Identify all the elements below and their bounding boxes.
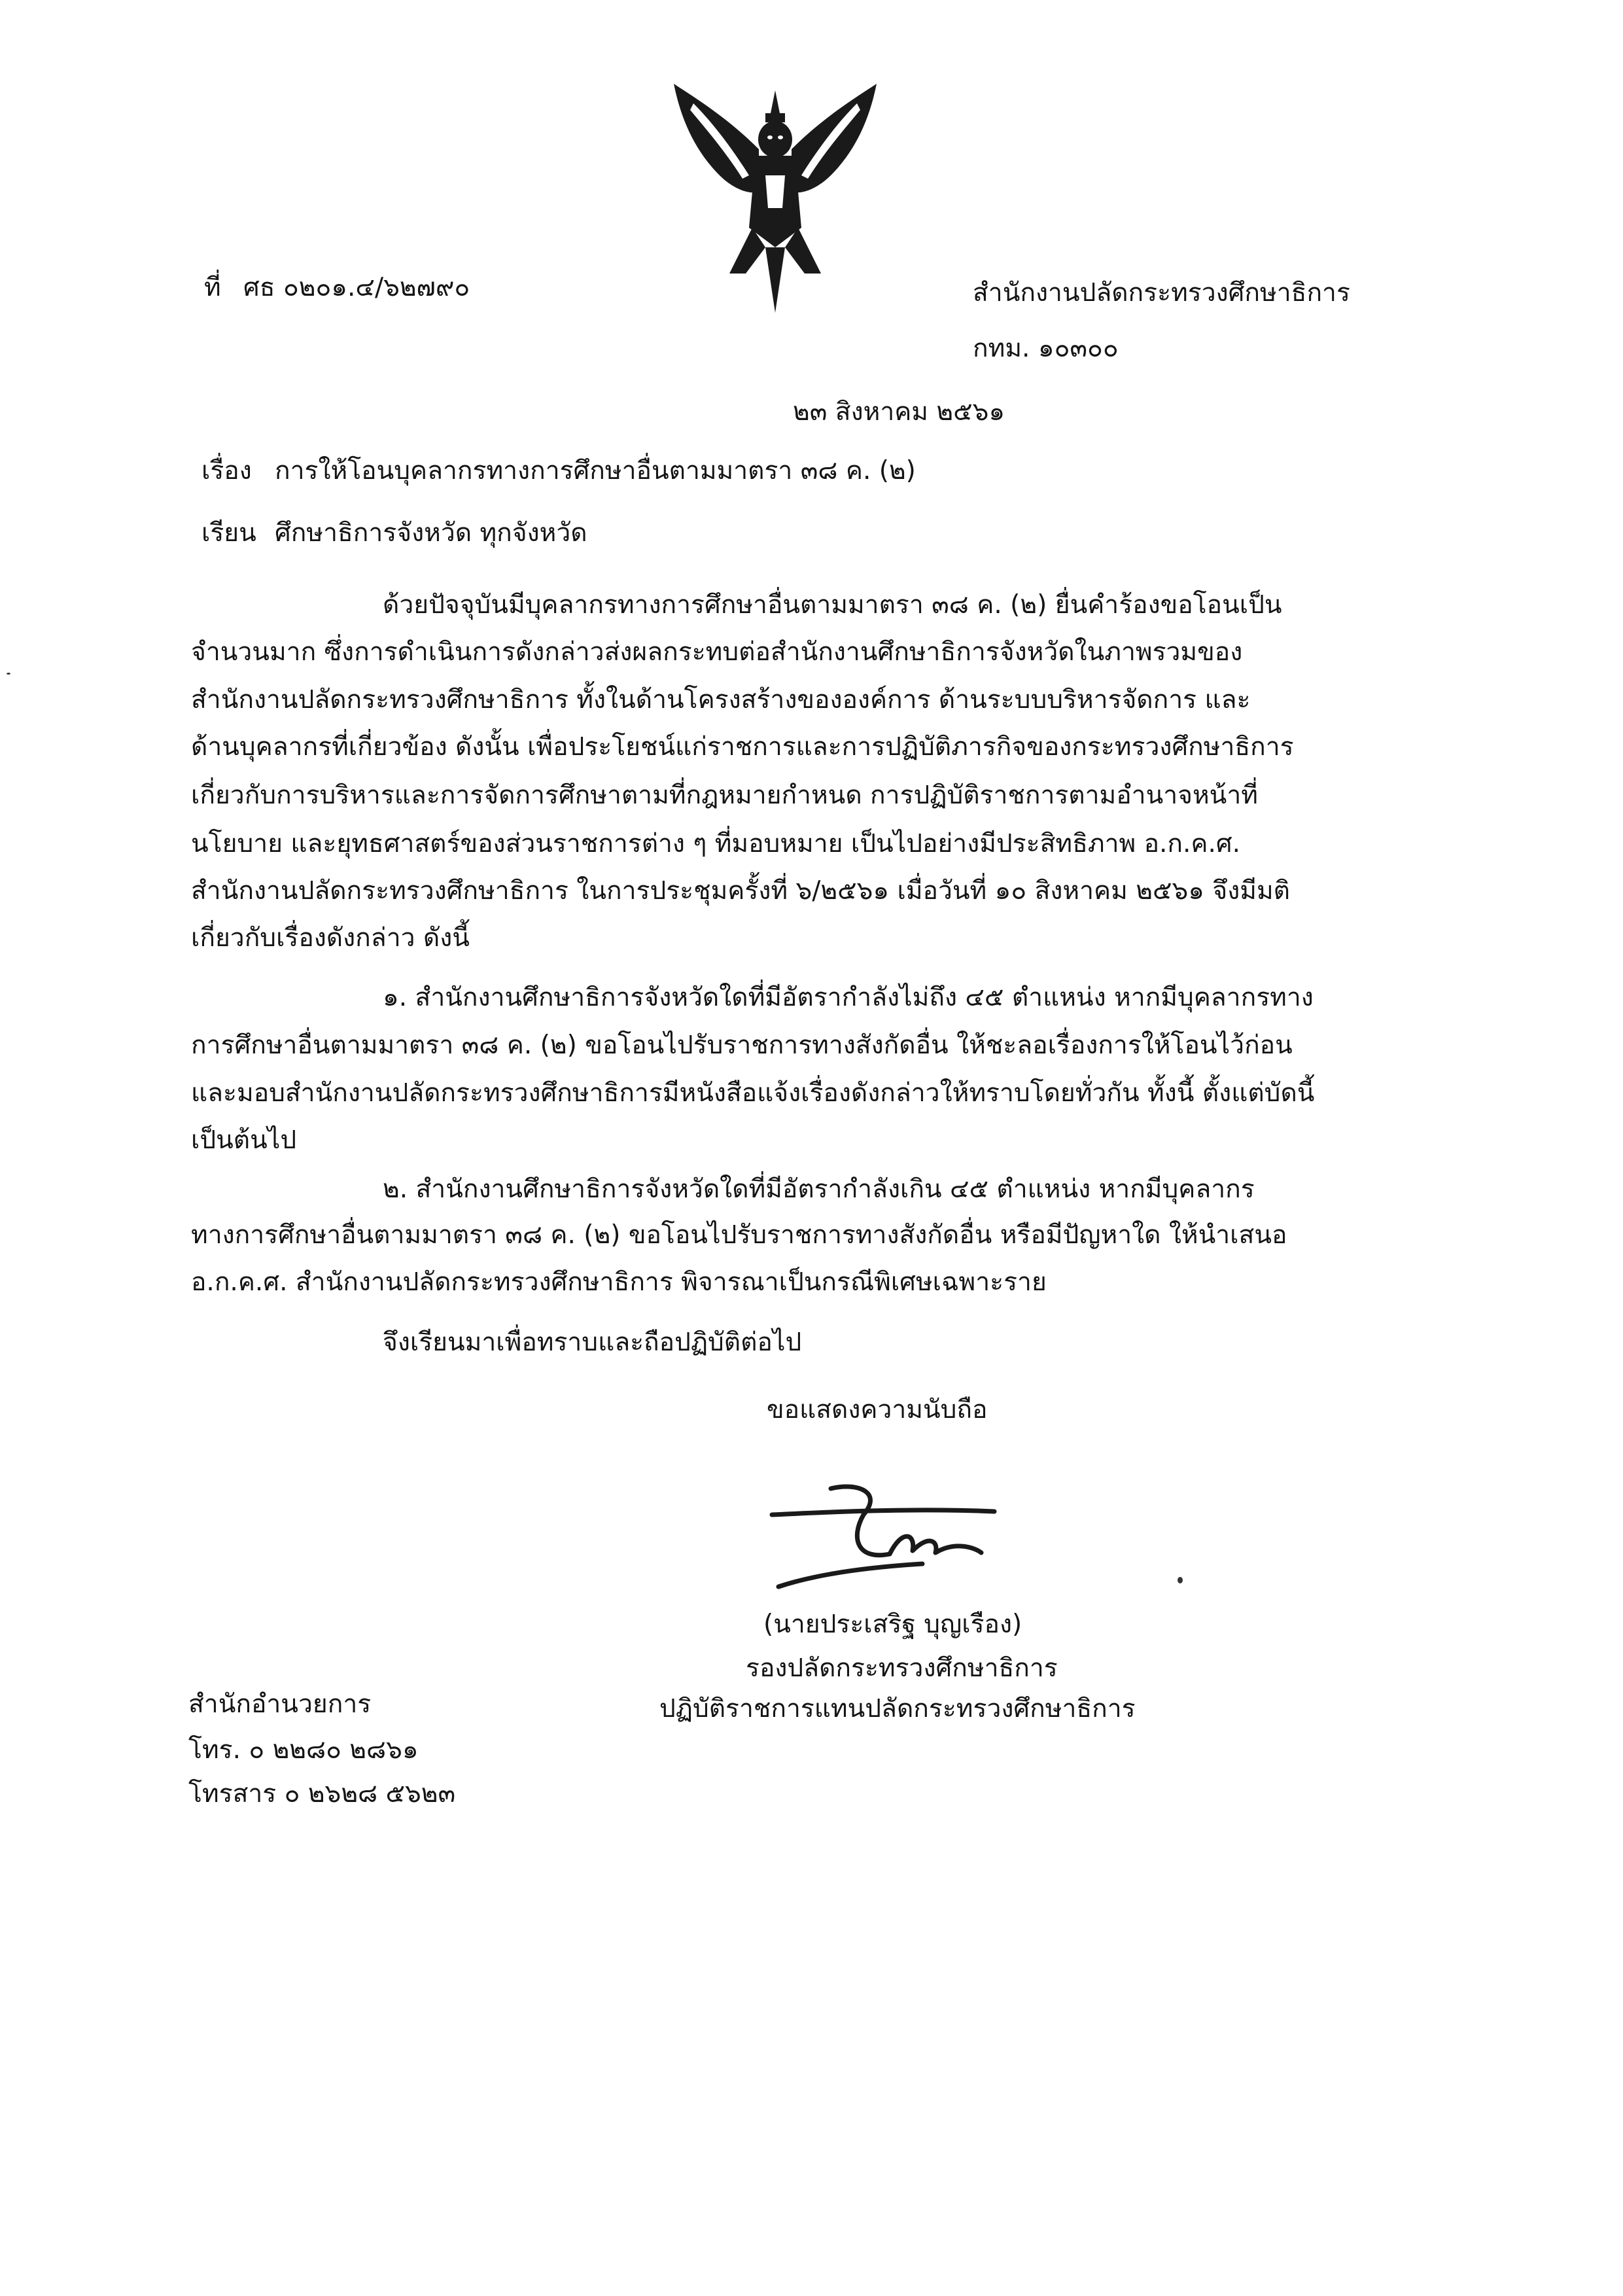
paragraph-line: ๑. สำนักงานศึกษาธิการจังหวัดใดที่มีอัตรากำลังไม่ถึง ๔๕ ตำแหน่ง หากมีบุคลากรทาง (383, 983, 1314, 1012)
acting-position: ปฏิบัติราชการแทนปลัดกระทรวงศึกษาธิการ (659, 1694, 1136, 1723)
scan-speck (7, 673, 10, 675)
sender-postal: กทม. ๑๐๓๐๐ (973, 334, 1119, 363)
handwritten-signature (759, 1475, 1007, 1597)
paragraph-line: สำนักงานปลัดกระทรวงศึกษาธิการ ในการประชุมครั้งที่ ๖/๒๕๖๑ เมื่อวันที่ ๑๐ สิงหาคม ๒๕๖๑ จึงมีมติ (191, 876, 1291, 906)
paragraph-line: นโยบาย และยุทธศาสตร์ของส่วนราชการต่าง ๆ ที่มอบหมาย เป็นไปอย่างมีประสิทธิภาพ อ.ก.ค.ศ. (191, 829, 1241, 858)
paragraph-line: ทางการศึกษาอื่นตามมาตรา ๓๘ ค. (๒) ขอโอนไปรับราชการทางสังกัดอื่น หรือมีปัญหาใด ให้นำเสนอ (191, 1220, 1287, 1250)
paragraph-line: เกี่ยวกับเรื่องดังกล่าว ดังนี้ (191, 923, 470, 953)
subject-text: การให้โอนบุคลากรทางการศึกษาอื่นตามมาตรา ๓๘ ค. (๒) (275, 456, 916, 486)
ref-label: ที่ (204, 273, 221, 302)
paragraph-line: และมอบสำนักงานปลัดกระทรวงศึกษาธิการมีหนังสือแจ้งเรื่องดังกล่าวให้ทราบโดยทั่วกัน ทั้งนี้ ตั้งแต่บัดนี้ (191, 1078, 1315, 1108)
paragraph-line: เป็นต้นไป (191, 1125, 297, 1155)
paragraph-line: ๒. สำนักงานศึกษาธิการจังหวัดใดที่มีอัตรากำลังเกิน ๔๕ ตำแหน่ง หากมีบุคลากร (383, 1174, 1255, 1204)
letter-date: ๒๓ สิงหาคม ๒๕๖๑ (793, 397, 1005, 427)
paragraph-line: เกี่ยวกับการบริหารและการจัดการศึกษาตามที่กฎหมายกำหนด การปฏิบัติราชการตามอำนาจหน้าที่ (191, 781, 1258, 810)
sender-office: สำนักงานปลัดกระทรวงศึกษาธิการ (973, 278, 1350, 308)
scan-speck (1178, 1577, 1183, 1583)
recipient-label: เรียน (201, 518, 256, 548)
paragraph-line: สำนักงานปลัดกระทรวงศึกษาธิการ ทั้งในด้านโครงสร้างขององค์การ ด้านระบบบริหารจัดการ และ (191, 685, 1251, 715)
signatory-name: (นายประเสริฐ บุญเรือง) (763, 1610, 1022, 1639)
contact-phone: โทร. ๐ ๒๒๘๐ ๒๘๖๑ (188, 1735, 419, 1765)
paragraph-line: จำนวนมาก ซึ่งการดำเนินการดังกล่าวส่งผลกระทบต่อสำนักงานศึกษาธิการจังหวัดในภาพรวมของ (191, 637, 1243, 667)
courtesy-closing: ขอแสดงความนับถือ (767, 1395, 988, 1424)
signatory-position: รองปลัดกระทรวงศึกษาธิการ (746, 1653, 1058, 1683)
paragraph-line: ด้านบุคลากรที่เกี่ยวข้อง ดังนั้น เพื่อประโยชน์แก่ราชการและการปฏิบัติภารกิจของกระทรวงศึกษาธิการ (191, 732, 1294, 762)
paragraph-line: การศึกษาอื่นตามมาตรา ๓๘ ค. (๒) ขอโอนไปรับราชการทางสังกัดอื่น ให้ชะลอเรื่องการให้โอนไว้ก่อน (191, 1031, 1293, 1060)
garuda-emblem-icon (667, 77, 883, 319)
closing-request: จึงเรียนมาเพื่อทราบและถือปฏิบัติต่อไป (383, 1328, 802, 1357)
contact-fax: โทรสาร ๐ ๒๖๒๘ ๕๖๒๓ (188, 1779, 456, 1809)
recipient-text: ศึกษาธิการจังหวัด ทุกจังหวัด (275, 518, 587, 548)
paragraph-line: อ.ก.ค.ศ. สำนักงานปลัดกระทรวงศึกษาธิการ พิจารณาเป็นกรณีพิเศษเฉพาะราย (191, 1267, 1047, 1297)
contact-division: สำนักอำนวยการ (188, 1689, 372, 1719)
reference-number: ศธ ๐๒๐๑.๔/๖๒๗๙๐ (243, 273, 470, 302)
paragraph-line: ด้วยปัจจุบันมีบุคลากรทางการศึกษาอื่นตามมาตรา ๓๘ ค. (๒) ยื่นคำร้องขอโอนเป็น (383, 590, 1282, 620)
subject-label: เรื่อง (201, 456, 252, 486)
